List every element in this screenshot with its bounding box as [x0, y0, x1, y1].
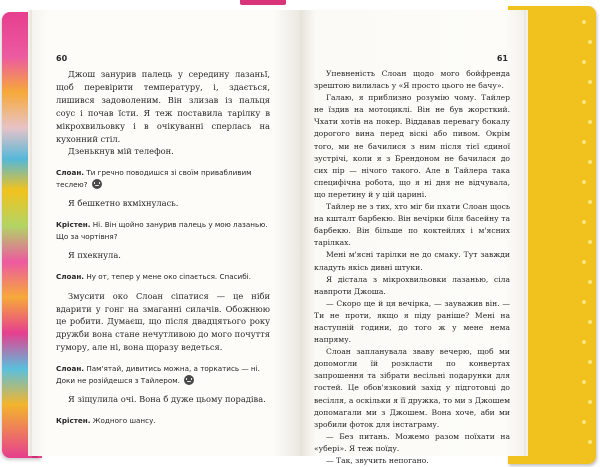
message-sender: Крістен.	[56, 416, 91, 426]
paragraph: Я дістала з мікрохвильовки лазанью, сіла навпроти Джоша.	[314, 274, 510, 296]
message-text: Ну от, тепер у мене око сіпається. Спасибі.	[86, 272, 251, 282]
paragraph: — Без питань. Можемо разом поїхати на «убері». Я теж поїду.	[314, 431, 510, 453]
left-page	[32, 10, 300, 456]
message-sender: Слоан.	[56, 168, 85, 178]
message-text: Пам'ятай, дивитись можна, а торкатись — ні. Доки не розійдешся з Тайлером.	[56, 364, 260, 385]
message-sender: Крістен.	[56, 220, 91, 230]
message-sender: Слоан.	[56, 272, 85, 282]
cover-dot	[582, 100, 586, 104]
cover-dot	[582, 260, 586, 264]
eye-roll-emoji-icon	[92, 179, 102, 189]
paragraph: Упевненість Слоан щодо мого бойфренда зрештою вилилась у «Я просто цього не бачу».	[314, 69, 510, 91]
cover-dot	[582, 180, 586, 184]
cover-dot	[582, 380, 586, 384]
cover-dot	[588, 40, 592, 44]
cover-dot	[582, 220, 586, 224]
cover-dot	[588, 400, 592, 404]
text-message	[56, 167, 270, 190]
paragraph: Я пхекнула.	[68, 250, 121, 261]
paragraph: Галаю, я приблизно розумію чому. Тайлер не їздив на мотоциклі. Він не був жорсткий. Чхати хотів на покер. Віддавав перевагу бокалу дорогого вина перед віскі або пивом. Окрім того, ми не бачилися з ним після тієї єдиної зустрічі, коли я з Брендоном не бачилася до сих пір — нічого такого. Але в Тайлера така специфічна робота, що я ні дня не відчувала, що перетину й у цій царині.	[314, 93, 510, 199]
cover-dot	[588, 360, 592, 364]
paragraph: Слоан запланувала зваву вечерю, щоб ми допомогли їй розкласти по конвертах запрошення та зібрати весільні подарунки для гостей. Це обов'язковий захід у підготовці до весілля, а оскільки я її дружка, то ми з Джошем допомагали ми з Джошем. Вона хоче, аби ми зробили фоток для інстаграму.	[314, 347, 510, 429]
cover-dot	[582, 420, 586, 424]
cover-dot	[588, 160, 592, 164]
message-text: Ні. Він щойно занурив палець у мою лазанью.	[92, 220, 268, 230]
cover-dot	[588, 120, 592, 124]
page-number-right: 61	[496, 54, 508, 63]
cover-dot	[582, 60, 586, 64]
paragraph: Змусити око Слоан сіпатися — це ніби вдарити у гонг на змаганні силачів. Обожнюю це робити. Думаєш, що після двадцятього року дружби вона стане нечутливою до мого почуття гумору, але ні, вона щоразу ведеться.	[56, 290, 270, 353]
paragraph: — Так, звучить непогано.	[326, 456, 429, 465]
paragraph: Я зіщулила очі. Вона б дуже цьому порадіва.	[68, 394, 266, 405]
ribbon-tab	[240, 0, 286, 5]
paragraph: Мені м'ясні тарілки не до смаку. Тут завжди кладуть якісь дивні штуки.	[314, 250, 510, 272]
left-page-text	[56, 68, 270, 434]
cover-dot	[588, 440, 592, 444]
paragraph: Тайлер не з тих, хто міг би пхати Слоан щось на кшталт барбекю. Він вечірки біля басейну та барбекю. Він більше по коктейлях і м'ясних тарілках.	[314, 202, 510, 248]
paragraph: Джош занурив палець у середину лазаньї, щоб перевірити температуру, і, здається, лишився задоволеним. Він злизав із пальця соус і почав їсти. Я теж поставила тарілку в мікрохвильовку і в очікуванні сперлась на кухонний стіл.	[56, 69, 270, 144]
right-page	[300, 10, 524, 465]
cover-dot	[582, 340, 586, 344]
cover-dot	[582, 140, 586, 144]
cover-dot	[582, 20, 586, 24]
paragraph: — Скоро ще й ця вечірка, — зауважив він. — Ти не проти, якщо я піду раніше? Мені на наступній години, до того ж у мене нема напряму.	[314, 298, 510, 345]
cover-dot	[588, 240, 592, 244]
message-text: Ти гречно поводишся зі своїм привабливим теслею?	[56, 168, 252, 189]
right-page-text	[314, 68, 510, 467]
cover-dot	[588, 280, 592, 284]
page-number-left: 60	[56, 54, 68, 63]
eye-roll-emoji-icon	[184, 375, 194, 385]
cover-dot	[588, 200, 592, 204]
paragraph: Дзенькнув мій телефон.	[68, 146, 174, 157]
message-sender: Слоан.	[56, 364, 85, 374]
cover-dot	[582, 300, 586, 304]
message-text: Що за чортівня?	[56, 231, 118, 241]
cover-dot	[588, 320, 592, 324]
paragraph: Я бешкетно вхміхнулась.	[68, 198, 179, 209]
cover-dot	[588, 80, 592, 84]
text-message	[56, 219, 270, 242]
text-message	[56, 271, 270, 283]
text-message	[56, 363, 270, 386]
message-text: Жодного шансу.	[92, 416, 156, 426]
text-message	[56, 415, 270, 427]
